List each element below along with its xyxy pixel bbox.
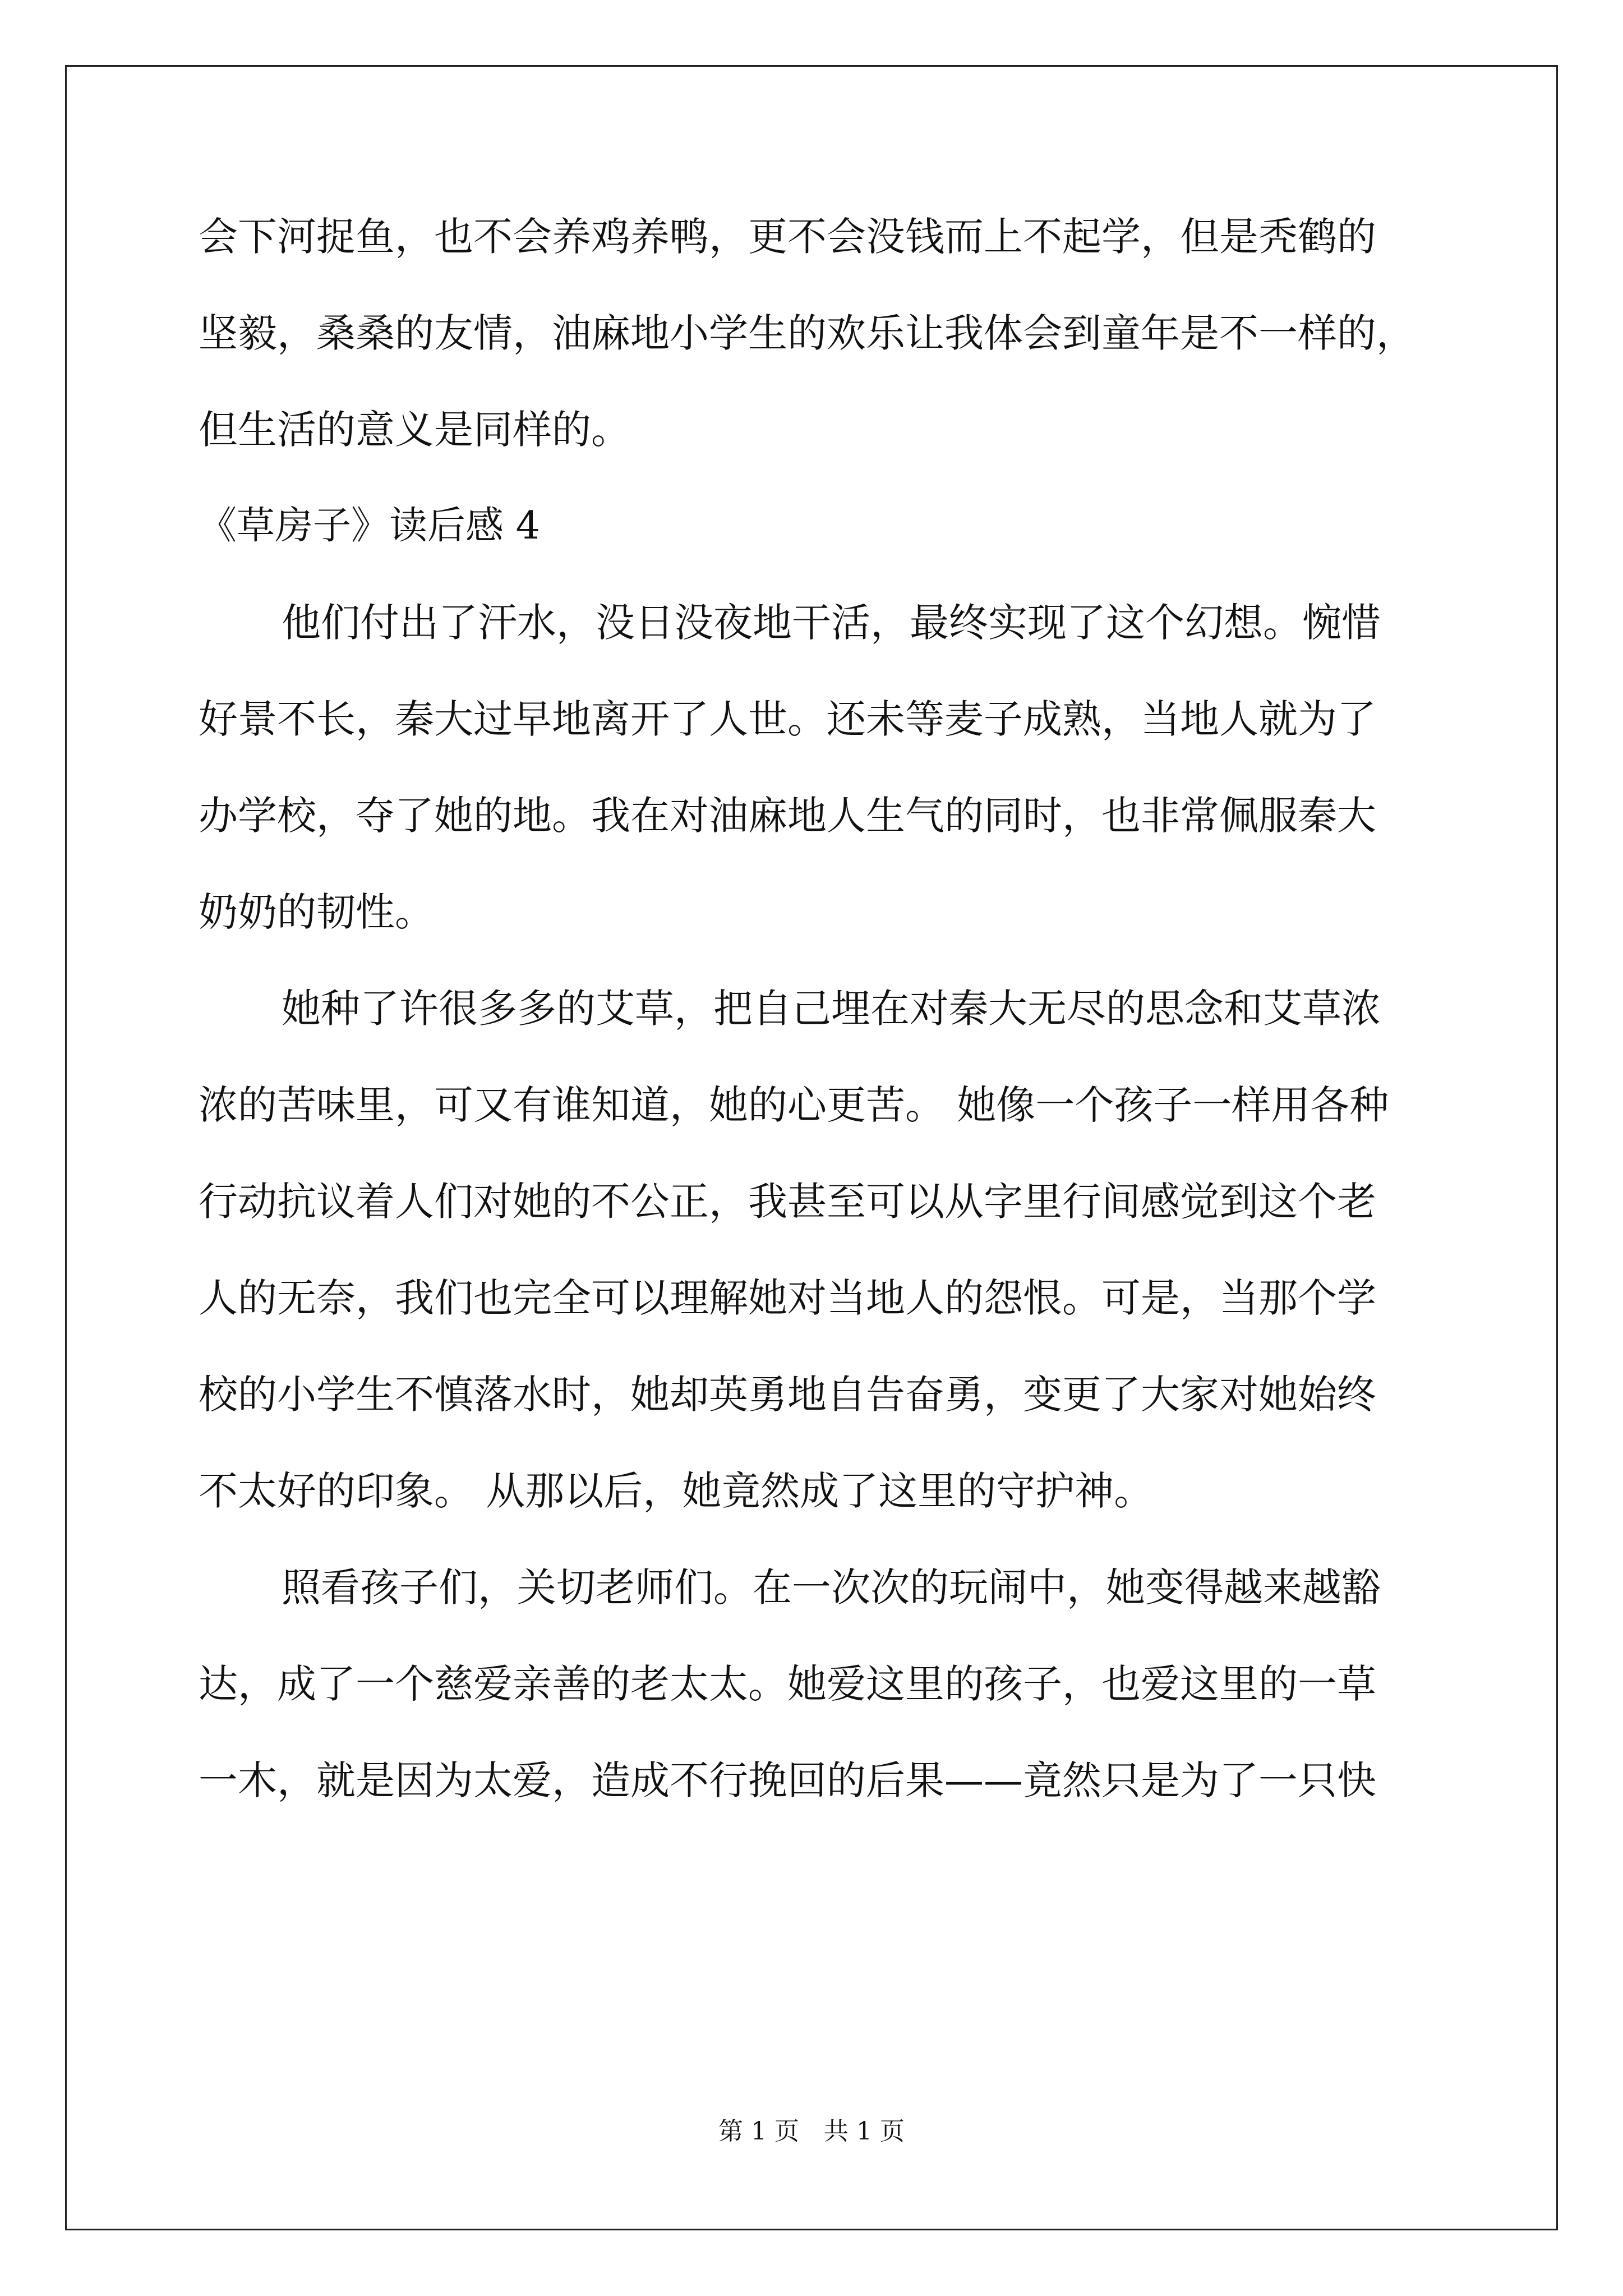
paragraph-line: 达，成了一个慈爱亲善的老太太。她爱这里的孩子，也爱这里的一草 xyxy=(199,1661,1376,1707)
page-footer xyxy=(0,2115,1623,2148)
paragraph-line: 办学校，夺了她的地。我在对油麻地人生气的同时，也非常佩服秦大 xyxy=(199,793,1376,839)
paragraph-line: 校的小学生不慎落水时，她却英勇地自告奋勇，变更了大家对她始终 xyxy=(199,1372,1376,1418)
page-total: 共 1 页 xyxy=(824,2117,905,2146)
page-frame xyxy=(65,65,1558,2230)
paragraph-line: 他们付出了汗水，没日没夜地干活，最终实现了这个幻想。惋惜 xyxy=(282,600,1381,646)
paragraph-line: 人的无奈，我们也完全可以理解她对当地人的怨恨。可是，当那个学 xyxy=(199,1275,1376,1321)
paragraph-line: 浓的苦味里，可又有谁知道，她的心更苦。 她像一个孩子一样用各种 xyxy=(199,1082,1389,1128)
paragraph-line: 坚毅，桑桑的友情，油麻地小学生的欢乐让我体会到童年是不一样的， xyxy=(199,310,1415,356)
paragraph-line: 但生活的意义是同样的。 xyxy=(199,407,630,453)
paragraph-line: 不太好的印象。 从那以后，她竟然成了这里的守护神。 xyxy=(199,1468,1154,1514)
section-heading: 《草房子》读后感 4 xyxy=(199,504,540,548)
paragraph-line: 照看孩子们，关切老师们。在一次次的玩闹中，她变得越来越豁 xyxy=(282,1565,1381,1611)
paragraph-line: 她种了许很多多的艾草，把自己埋在对秦大无尽的思念和艾草浓 xyxy=(282,986,1381,1032)
paragraph-line: 会下河捉鱼，也不会养鸡养鸭，更不会没钱而上不起学，但是秃鹤的 xyxy=(199,214,1376,260)
paragraph-line: 行动抗议着人们对她的不公正，我甚至可以从字里行间感觉到这个老 xyxy=(199,1179,1376,1225)
paragraph-line: 一木，就是因为太爱，造成不行挽回的后果——竟然只是为了一只快 xyxy=(199,1757,1376,1803)
paragraph-line: 奶奶的韧性。 xyxy=(199,889,434,935)
paragraph-line: 好景不长，秦大过早地离开了人世。还未等麦子成熟，当地人就为了 xyxy=(199,696,1376,742)
page-number: 第 1 页 xyxy=(718,2117,799,2146)
